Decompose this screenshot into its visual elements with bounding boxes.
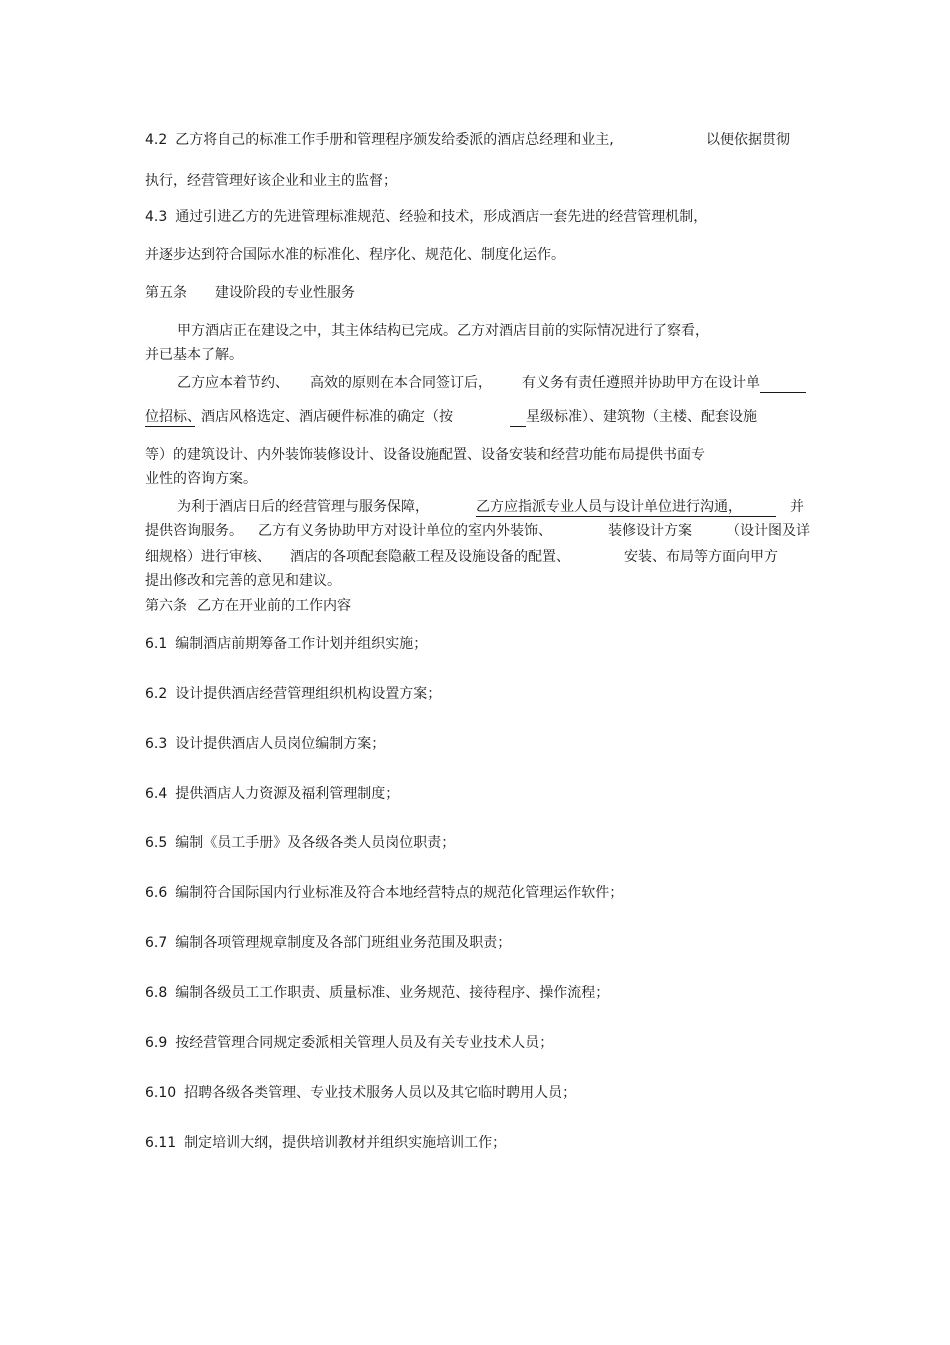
item-number: 6.9: [145, 1035, 168, 1051]
article-5-p3-line4: 提出修改和完善的意见和建议。: [145, 573, 341, 589]
item-number: 6.5: [145, 835, 168, 851]
item-number: 6.2: [145, 686, 168, 702]
article-5-p2-c: 有义务有责任遵照并协助甲方在设计单: [522, 375, 760, 391]
item-text: 按经营管理合同规定委派相关管理人员及有关专业技术人员；: [175, 1035, 554, 1051]
blank-underline: [510, 426, 526, 427]
item-4-2-line1: [145, 131, 614, 149]
underline: [145, 426, 195, 427]
list-item-6-6: [145, 884, 623, 902]
item-text: 设计提供酒店经营管理组织机构设置方案；: [175, 686, 442, 702]
item-text: 编制酒店前期筹备工作计划并组织实施；: [175, 636, 428, 652]
item-number: 6.3: [145, 736, 168, 752]
item-4-2-line1-tail: 以便依据贯彻: [706, 132, 790, 148]
item-text: 提供酒店人力资源及福利管理制度；: [175, 786, 400, 802]
item-number: 6.7: [145, 935, 168, 951]
article-5-p1-line2: 并已基本了解。: [145, 347, 243, 363]
article-6-heading: [145, 597, 351, 615]
list-item-6-1: [145, 635, 427, 653]
article-5-p3-c: 并: [790, 499, 804, 515]
article-5-p3-line3-b: 酒店的各项配套隐蔽工程及设施设备的配置、: [290, 549, 570, 565]
list-item-6-4: [145, 785, 399, 803]
item-text: 设计提供酒店人员岗位编制方案；: [175, 736, 386, 752]
item-text: 编制符合国际国内行业标准及符合本地经营特点的规范化管理运作软件；: [175, 885, 624, 901]
item-text: 制定培训大纲，提供培训教材并组织实施培训工作；: [184, 1135, 507, 1151]
item-number: 6.6: [145, 885, 168, 901]
item-4-3-line1: [145, 208, 707, 226]
article-5-p3-line2-d: （设计图及详: [726, 523, 810, 539]
article-5-p2-line2-b: 星级标准）、建筑物（主楼、配套设施: [526, 409, 757, 425]
list-item-6-8: [145, 984, 609, 1002]
list-item-6-3: [145, 735, 385, 753]
item-text: 通过引进乙方的先进管理标准规范、经验和技术，形成酒店一套先进的经营管理机制，: [175, 209, 708, 225]
item-4-2-line2: 执行，经营管理好该企业和业主的监督；: [145, 173, 397, 189]
item-number: 6.11: [145, 1135, 177, 1151]
item-text: 编制各项管理规章制度及各部门班组业务范围及职责；: [175, 935, 512, 951]
article-5-p3-line2-b: 乙方有义务协助甲方对设计单位的室内外装饰、: [258, 523, 552, 539]
underline: [760, 392, 806, 393]
item-4-3-line2: 并逐步达到符合国际水准的标准化、程序化、规范化、制度化运作。: [145, 247, 565, 263]
item-number: 6.4: [145, 786, 168, 802]
item-number: 6.8: [145, 985, 168, 1001]
article-5-p3-line3-a: 细规格）进行审核、: [145, 549, 271, 565]
item-number: 4.3: [145, 209, 168, 225]
article-5-p1-line1: 甲方酒店正在建设之中，其主体结构已完成。乙方对酒店目前的实际情况进行了察看，: [177, 323, 709, 339]
article-5-p3-line2-c: 装修设计方案: [608, 523, 692, 539]
article-5-p2-a: 乙方应本着节约、: [177, 375, 289, 391]
article-title: 建设阶段的专业性服务: [215, 285, 355, 301]
underline: [476, 516, 776, 517]
article-number: 第六条: [145, 598, 187, 614]
article-5-p2-line4: 业性的咨询方案。: [145, 471, 257, 487]
list-item-6-2: [145, 685, 441, 703]
article-5-p3-line2-a: 提供咨询服务。: [145, 523, 243, 539]
list-item-6-5: [145, 834, 455, 852]
item-number: 6.1: [145, 636, 168, 652]
item-number: 6.10: [145, 1085, 177, 1101]
article-number: 第五条: [145, 285, 187, 301]
list-item-6-7: [145, 934, 511, 952]
article-5-p3-line3-c: 安装、布局等方面向甲方: [624, 549, 778, 565]
list-item-6-10: [145, 1084, 576, 1102]
list-item-6-9: [145, 1034, 553, 1052]
article-5-p3-b: 乙方应指派专业人员与设计单位进行沟通，: [476, 499, 742, 515]
list-item-6-11: [145, 1134, 506, 1152]
item-text: 招聘各级各类管理、专业技术服务人员以及其它临时聘用人员；: [184, 1085, 577, 1101]
article-title: 乙方在开业前的工作内容: [197, 598, 351, 614]
article-5-p2-line3: 等）的建筑设计、内外装饰装修设计、设备设施配置、设备安装和经营功能布局提供书面专: [145, 447, 705, 463]
item-text: 编制《员工手册》及各级各类人员岗位职责；: [175, 835, 456, 851]
article-5-heading: [145, 284, 355, 302]
item-number: 4.2: [145, 132, 168, 148]
item-text: 乙方将自己的标准工作手册和管理程序颁发给委派的酒店总经理和业主,: [175, 132, 614, 148]
article-5-p2-line2-a: 位招标、酒店风格选定、酒店硬件标准的确定（按: [145, 409, 453, 425]
item-text: 编制各级员工工作职责、质量标准、业务规范、接待程序、操作流程；: [175, 985, 610, 1001]
article-5-p2-b: 高效的原则在本合同签订后，: [310, 375, 492, 391]
article-5-p3-a: 为利于酒店日后的经营管理与服务保障，: [177, 499, 429, 515]
